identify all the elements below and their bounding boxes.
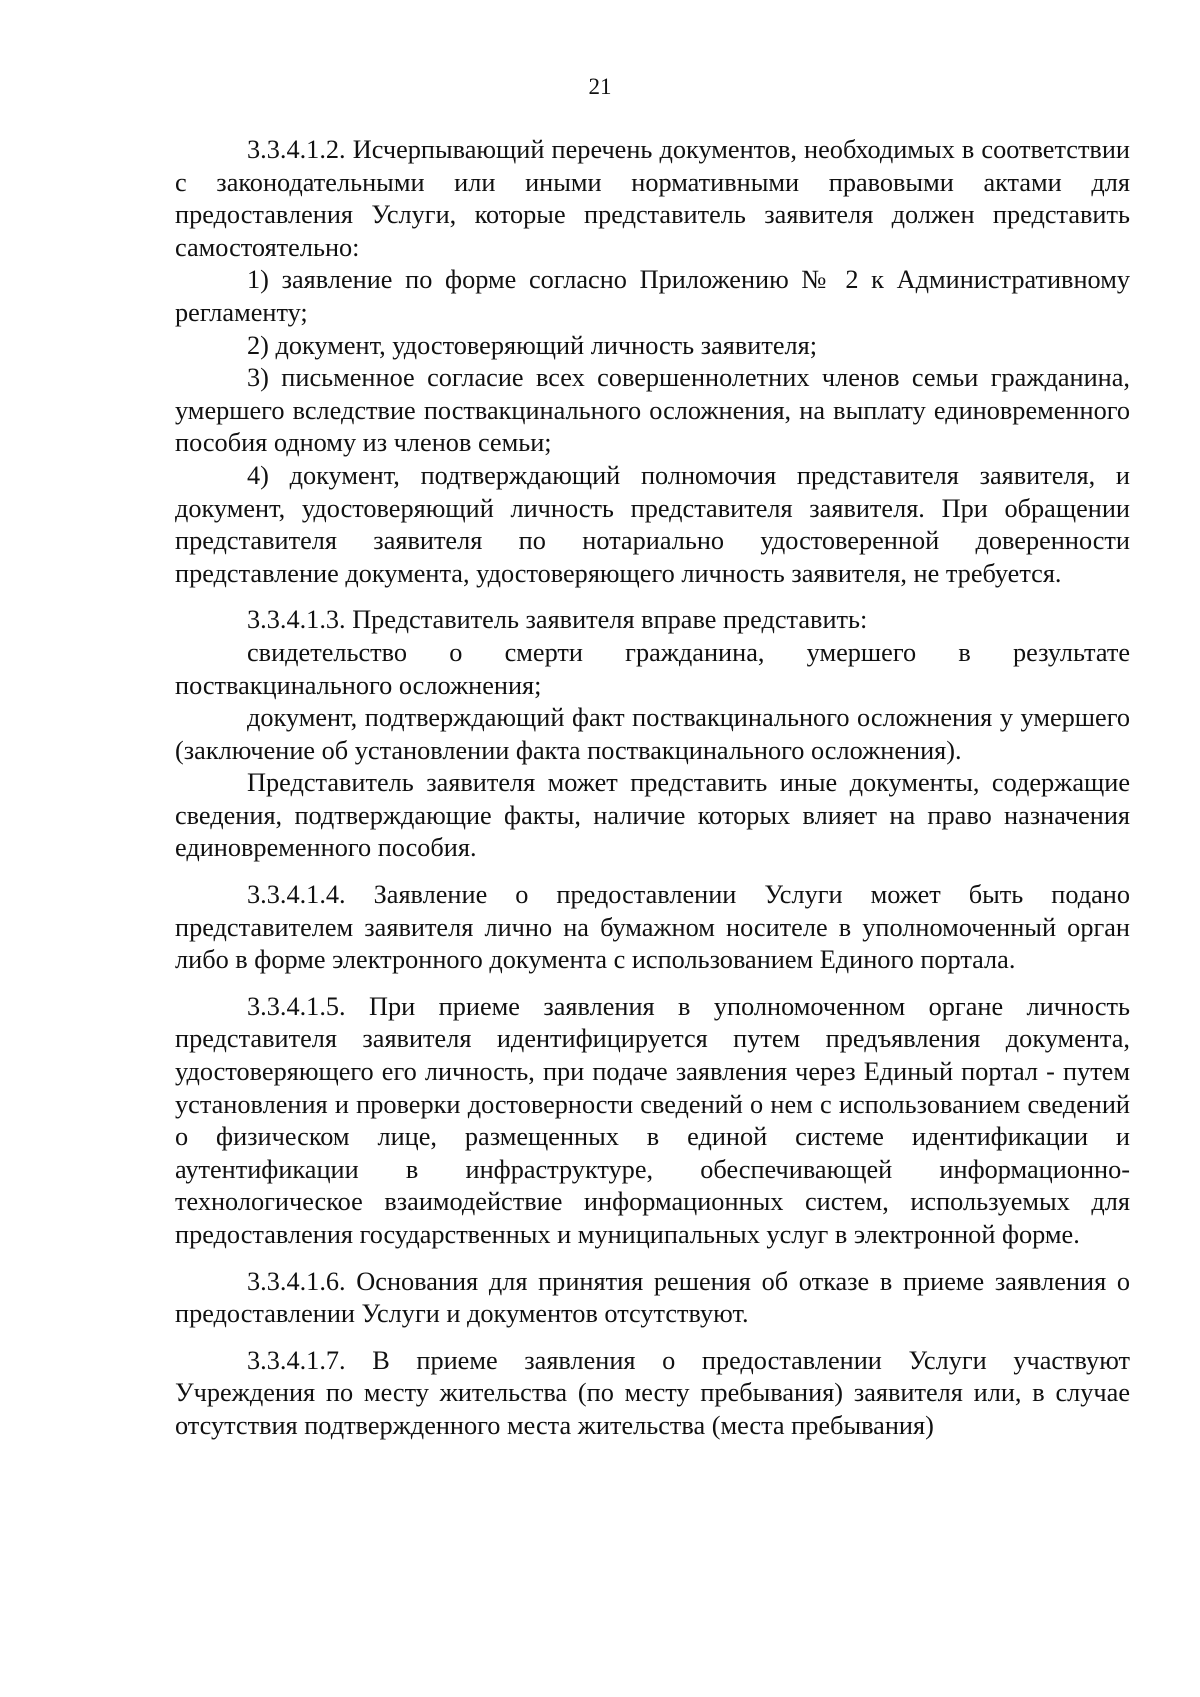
paragraph-3-3-4-1-6: 3.3.4.1.6. Основания для принятия решения об отказе в приеме заявления о предоставлении Услуги и документов отсутствуют.	[175, 1266, 1130, 1329]
paragraph-3-3-4-1-4: 3.3.4.1.4. Заявление о предоставлении Услуги может быть подано представителем заявителя лично на бумажном носителе в уполномоченный орган либо в форме электронного документа с использованием Единого портала.	[175, 880, 1130, 975]
paragraph-3-3-4-1-3: 3.3.4.1.3. Представитель заявителя вправе представить:	[247, 605, 868, 635]
document-body	[175, 134, 1130, 1443]
optional-document-2: документ, подтверждающий факт поствакцинального осложнения у умершего (заключение об установлении факта поствакцинального осложнения).	[175, 703, 1130, 765]
list-item-4: 4) документ, подтверждающий полномочия представителя заявителя, и документ, удостоверяющий личность представителя заявителя. При обращении представителя заявителя по нотариально удостоверенной доверенности представление документа, удостоверяющего личность заявителя, не требуется.	[175, 460, 1130, 588]
paragraph-3-3-4-1-2: 3.3.4.1.2. Исчерпывающий перечень документов, необходимых в соответствии с законодательными или иными нормативными правовыми актами для предоставления Услуги, которые представитель заявителя должен представить самостоятельно:	[175, 135, 1130, 262]
page-number: 21	[588, 74, 612, 99]
paragraph-3-3-4-1-7: 3.3.4.1.7. В приеме заявления о предоставлении Услуги участвуют Учреждения по месту жительства (по месту пребывания) заявителя или, в случае отсутствия подтвержденного места жительства (места пребывания)	[175, 1345, 1130, 1440]
paragraph-3-3-4-1-5: 3.3.4.1.5. При приеме заявления в уполномоченном органе личность представителя заявителя идентифицируется путем предъявления документа, удостоверяющего его личность, при подаче заявления через Единый портал - путем установления и проверки достоверности сведений о нем с использованием сведений о физическом лице, размещенных в единой системе идентификации и аутентификации в инфраструктуре, обеспечивающей информационно-технологическое взаимодействие информационных систем, используемых для предоставления государственных и муниципальных услуг в электронной форме.	[175, 991, 1130, 1249]
optional-documents-note: Представитель заявителя может представить иные документы, содержащие сведения, подтверждающие факты, наличие которых влияет на право назначения единовременного пособия.	[175, 768, 1130, 863]
list-item-3: 3) письменное согласие всех совершеннолетних членов семьи гражданина, умершего вследствие поствакцинального осложнения, на выплату единовременного пособия одному из членов семьи;	[175, 363, 1130, 458]
optional-document-1: свидетельство о смерти гражданина, умершего в результате поствакцинального осложнения;	[175, 637, 1130, 700]
list-item-2: 2) документ, удостоверяющий личность заявителя;	[247, 330, 818, 360]
list-item-1: 1) заявление по форме согласно Приложению № 2 к Административному регламенту;	[175, 265, 1130, 327]
